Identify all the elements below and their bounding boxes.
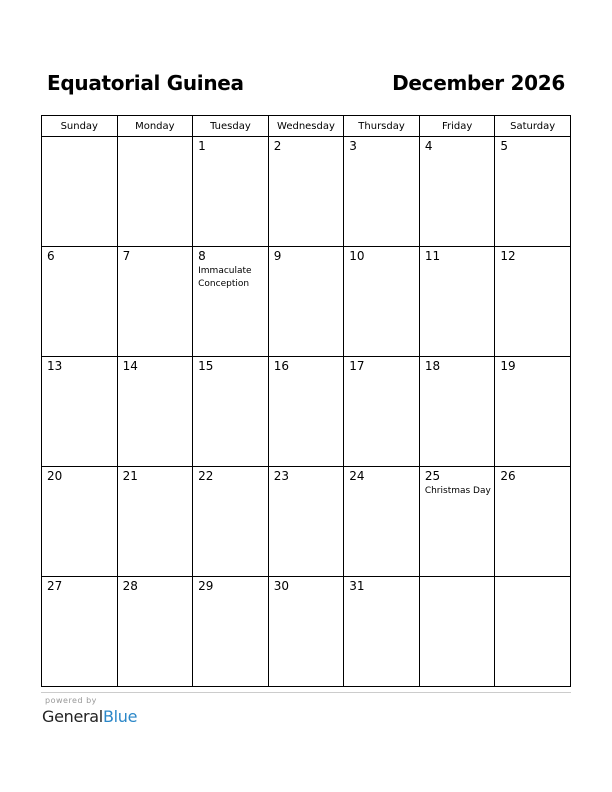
day-cell	[344, 577, 420, 687]
day-number	[42, 137, 117, 140]
day-number: 21	[122, 469, 138, 483]
day-cell	[42, 247, 118, 357]
day-number: 15	[198, 359, 214, 373]
day-cell	[495, 357, 571, 467]
country-title: Equatorial Guinea	[47, 71, 244, 95]
day-number: 16	[273, 359, 289, 373]
day-cell	[193, 467, 269, 577]
day-cell	[42, 577, 118, 687]
day-cell	[42, 467, 118, 577]
day-number: 10	[349, 249, 365, 263]
day-cell	[344, 357, 420, 467]
day-number: 7	[122, 249, 131, 263]
day-cell	[344, 137, 420, 247]
day-cell	[193, 357, 269, 467]
day-number: 25	[424, 469, 441, 483]
weekday-friday: Friday	[419, 116, 495, 137]
day-number: 11	[424, 249, 441, 263]
day-number: 24	[349, 469, 365, 483]
day-cell	[117, 247, 193, 357]
day-cell	[117, 357, 193, 467]
day-number	[420, 577, 495, 580]
weekday-monday: Monday	[117, 116, 193, 137]
day-number: 4	[424, 139, 433, 153]
day-number: 18	[424, 359, 441, 373]
day-number: 13	[47, 359, 63, 373]
logo-text-blue: Blue	[102, 707, 138, 726]
day-cell	[193, 137, 269, 247]
day-number: 14	[122, 359, 138, 373]
day-cell	[268, 467, 344, 577]
day-cell	[193, 577, 269, 687]
day-number: 8	[198, 249, 206, 263]
week-row-4	[42, 467, 571, 577]
logo-text-general: General	[42, 707, 103, 726]
day-cell	[495, 467, 571, 577]
week-row-5	[42, 577, 571, 687]
day-cell	[117, 467, 193, 577]
day-number: 5	[500, 139, 509, 153]
day-cell	[495, 137, 571, 247]
day-cell	[268, 357, 344, 467]
day-number: 28	[122, 579, 138, 593]
day-cell	[495, 577, 571, 687]
day-cell	[193, 247, 269, 357]
footer-brand	[42, 696, 137, 726]
weekday-saturday: Saturday	[495, 116, 571, 137]
weekday-header-row	[42, 116, 571, 137]
day-number: 23	[273, 469, 289, 483]
day-number: 26	[500, 469, 516, 483]
calendar-grid	[41, 115, 571, 687]
day-cell	[419, 247, 495, 357]
weekday-thursday: Thursday	[344, 116, 420, 137]
day-number: 17	[349, 359, 365, 373]
holiday-label: Immaculate Conception	[198, 266, 252, 289]
day-cell	[344, 467, 420, 577]
day-number: 20	[47, 469, 63, 483]
day-cell	[268, 247, 344, 357]
day-number: 19	[500, 359, 516, 373]
week-row-1	[42, 137, 571, 247]
day-number	[495, 577, 570, 580]
day-cell	[268, 137, 344, 247]
day-cell	[42, 357, 118, 467]
day-number: 31	[349, 579, 365, 593]
week-row-2	[42, 247, 571, 357]
day-cell	[117, 577, 193, 687]
day-cell	[419, 467, 495, 577]
weekday-sunday: Sunday	[42, 116, 118, 137]
day-number: 6	[47, 249, 55, 263]
day-cell	[419, 577, 495, 687]
day-number: 1	[198, 139, 206, 153]
day-number: 12	[500, 249, 516, 263]
day-cell	[419, 137, 495, 247]
holiday-label: Christmas Day	[424, 486, 491, 496]
day-number: 27	[47, 579, 63, 593]
day-cell	[117, 137, 193, 247]
month-year-title: December 2026	[392, 71, 565, 95]
weekday-tuesday: Tuesday	[193, 116, 269, 137]
powered-by-label: powered by	[45, 696, 97, 705]
day-number: 30	[273, 579, 289, 593]
day-number	[118, 137, 193, 140]
day-number: 3	[349, 139, 357, 153]
week-row-3	[42, 357, 571, 467]
day-number: 9	[273, 249, 282, 263]
footer-divider	[41, 692, 571, 693]
day-number: 29	[198, 579, 214, 593]
day-cell	[268, 577, 344, 687]
day-cell	[419, 357, 495, 467]
day-cell	[344, 247, 420, 357]
day-number: 2	[273, 139, 282, 153]
day-number: 22	[198, 469, 214, 483]
weekday-wednesday: Wednesday	[268, 116, 344, 137]
generalblue-logo[interactable]	[42, 707, 137, 726]
day-cell	[42, 137, 118, 247]
day-cell	[495, 247, 571, 357]
